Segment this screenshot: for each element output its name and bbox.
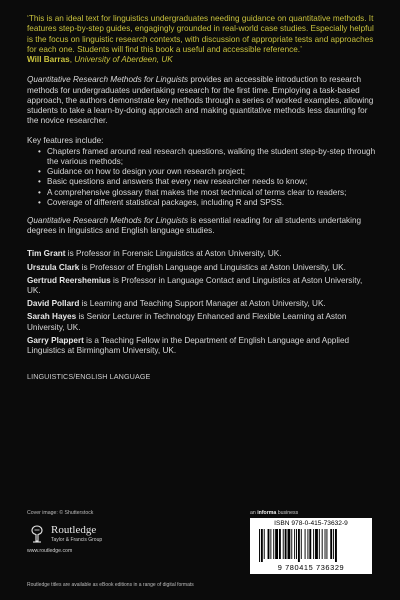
barcode-bar bbox=[305, 529, 306, 559]
key-feature-item: • Chapters framed around real research questions, walking the student step-by-step through the various methods; bbox=[38, 147, 377, 167]
barcode-bar bbox=[283, 529, 284, 559]
author-description: is Professor of English Language and Linguistics at Aston University, UK. bbox=[79, 262, 346, 272]
endorsement-quote: ‘This is an ideal text for linguistics undergraduates needing guidance on quantitative methods. It features step-by-step guides, engagingly grounded in real-world case studies. Especially helpful is the focus on linguistic research contexts, with discussion of appropriate tests and approaches for each one. Students will find this book a useful and accessible reference.’ bbox=[27, 14, 374, 54]
author-bio bbox=[27, 249, 377, 259]
barcode-bar bbox=[326, 529, 327, 559]
publisher-name: Routledge bbox=[51, 524, 97, 536]
barcode-bar bbox=[298, 529, 300, 562]
key-feature-item: • Basic questions and answers that every new researcher needs to know; bbox=[38, 177, 377, 187]
isbn-barcode-box bbox=[250, 518, 372, 574]
key-features-list bbox=[27, 147, 377, 208]
publisher-url: www.routledge.com bbox=[27, 548, 73, 554]
barcode-bar bbox=[333, 529, 334, 559]
key-feature-item: • A comprehensive glossary that makes the most technical of terms clear to readers; bbox=[38, 188, 377, 198]
barcode-bar bbox=[259, 529, 260, 562]
barcode-bar bbox=[313, 529, 314, 559]
barcode-number: 9 780415 736329 bbox=[277, 563, 345, 572]
key-features-title: Key features include: bbox=[27, 135, 104, 145]
author-bio bbox=[27, 299, 377, 309]
publisher-group: Taylor & Francis Group bbox=[51, 537, 103, 543]
routledge-logo-icon bbox=[27, 524, 47, 544]
closing-text: is essential reading for all students undertaking degrees in linguistics and English language studies. bbox=[27, 215, 362, 236]
informa-business-line bbox=[250, 510, 298, 516]
ebook-availability-note: Routledge titles are available as eBook editions in a range of digital formats bbox=[27, 582, 194, 588]
barcode-bar bbox=[261, 529, 263, 562]
author-bio bbox=[27, 276, 377, 296]
subject-category: LINGUISTICS/ENGLISH LANGUAGE bbox=[27, 372, 151, 382]
barcode-bar bbox=[322, 529, 323, 559]
barcode-bar bbox=[319, 529, 320, 559]
barcode-bar bbox=[325, 529, 326, 559]
intro-paragraph bbox=[27, 75, 377, 126]
barcode-bar bbox=[268, 529, 270, 559]
barcode-bar bbox=[291, 529, 292, 559]
closing-paragraph bbox=[27, 216, 377, 236]
author-description: is a Teaching Fellow in the Department of English Language and Applied Linguistics at Birmingham University, UK. bbox=[27, 335, 350, 355]
key-feature-item: • Coverage of different statistical packages, including R and SPSS. bbox=[38, 198, 377, 208]
back-cover-content bbox=[27, 14, 377, 381]
barcode-bar bbox=[294, 529, 295, 559]
endorsement-author: Will Barras, University of Aberdeen, UK bbox=[27, 55, 173, 65]
barcode-bar bbox=[279, 529, 281, 559]
author-description: is Senior Lecturer in Technology Enhanced and Flexible Learning at Aston University, UK. bbox=[27, 312, 347, 332]
key-feature-item: • Guidance on how to design your own research project; bbox=[38, 167, 377, 177]
author-bio bbox=[27, 336, 377, 356]
author-description: is Learning and Teaching Support Manager at Aston University, UK. bbox=[79, 299, 326, 309]
publisher-logo-block bbox=[27, 520, 147, 560]
informa-brand: informa bbox=[257, 510, 277, 516]
barcode-bar bbox=[307, 529, 308, 559]
author-description: is Professor in Forensic Linguistics at Aston University, UK. bbox=[65, 249, 282, 259]
author-name: Gertrud Reershemius bbox=[27, 275, 111, 285]
isbn-label: ISBN 978-0-415-73632-9 bbox=[274, 520, 348, 527]
intro-book-title: Quantitative Research Methods for Linguists bbox=[27, 75, 189, 85]
barcode-bar bbox=[296, 529, 297, 559]
barcode-bar bbox=[315, 529, 318, 559]
author-name: Urszula Clark bbox=[27, 262, 80, 272]
barcode-bar bbox=[301, 529, 302, 559]
author-bio bbox=[27, 263, 377, 273]
barcode-bar bbox=[330, 529, 332, 559]
barcode-bar bbox=[270, 529, 271, 559]
endorsement-author-affiliation: University of Aberdeen, UK bbox=[74, 55, 173, 65]
author-bios bbox=[27, 249, 377, 356]
barcode-bar bbox=[335, 529, 337, 562]
informa-suffix: business bbox=[276, 510, 299, 516]
barcode-bar bbox=[275, 529, 278, 559]
author-name: Sarah Hayes bbox=[27, 312, 77, 322]
author-name: Tim Grant bbox=[27, 249, 66, 259]
barcode-bar bbox=[309, 529, 311, 559]
barcode-bar bbox=[285, 529, 287, 559]
author-bio bbox=[27, 312, 377, 332]
author-name: Garry Plappert bbox=[27, 335, 84, 345]
barcode-icon bbox=[258, 529, 364, 562]
informa-prefix: an bbox=[250, 510, 258, 516]
barcode-bar bbox=[264, 529, 265, 559]
barcode-bar bbox=[288, 529, 291, 559]
author-description: is Professor in Language Contact and Linguistics at Aston University, UK. bbox=[27, 275, 363, 295]
intro-text: provides an accessible introduction to research methods for undergraduates undertaking research for the first time. Employing a task-based approach, the authors demonstrate key methods through a series of worked examples, allowing students to take a learn-by-doing approach and making quantitative methods less daunting for the novice researcher. bbox=[27, 75, 374, 126]
endorsement-author-name: Will Barras bbox=[27, 55, 70, 65]
author-name: David Pollard bbox=[27, 299, 80, 309]
closing-book-title: Quantitative Research Methods for Linguists bbox=[27, 215, 189, 225]
cover-image-credit: Cover image: © Shutterstock bbox=[27, 510, 94, 516]
barcode-bar bbox=[273, 529, 274, 559]
